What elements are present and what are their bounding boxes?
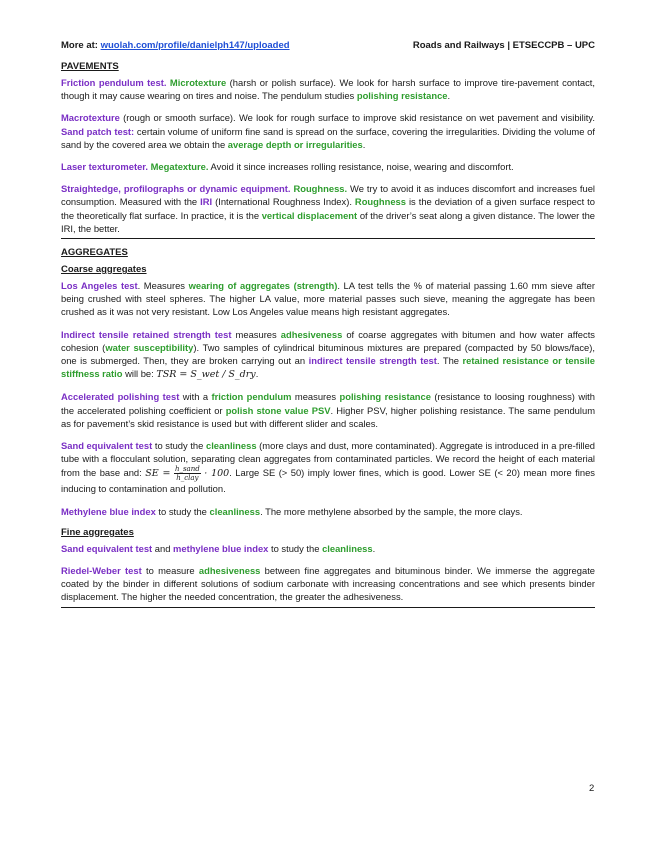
paragraph-laser: Laser texturometer. Megatexture. Avoid it since increases rolling resistance, noise, wearing and discomfort. (61, 161, 514, 173)
end-divider (61, 607, 595, 608)
header-left (61, 40, 290, 51)
paragraph-roughness: Straightedge, profilographs or dynamic equipment. Roughness. We try to avoid it as induces discomfort and increases fuel consumption. Measured with the IRI (International Roughness Index). Roughness is the deviation of a given surface respect to the theoretically flat surface. In practice, it is the vertical displacement of the driver’s seat along a given distance. The lower the IRI, the better. (61, 183, 596, 234)
paragraph-fine-tests: Sand equivalent test and methylene blue index to study the cleanliness. (61, 542, 376, 554)
paragraph-polishing: Accelerated polishing test with a friction pendulum measures polishing resistance (resistance to loosing roughness) with the accelerated polishing coefficient or polish stone value PSV. Higher PSV, higher polishing resistance. The same pendulum as for pavement’s skid resistance is used but with different slider and scales. (61, 391, 596, 429)
se-fraction: $\frac{\text{h\_sand}}{\text{h\_clay}}$ (174, 465, 200, 483)
se-formula-lhs: SE = (145, 468, 171, 480)
paragraph-friction: Friction pendulum test. Microtexture (harsh or polish surface). We look for harsh surface to improve tire-pavement contact, though it may cause wearing on tires and noise. The pendulum studies polishing resistance. (61, 77, 595, 102)
coarse-aggregates-heading: Coarse aggregates (61, 264, 147, 276)
section-divider (61, 238, 595, 239)
fine-aggregates-heading: Fine aggregates (61, 526, 134, 538)
aggregates-heading: AGGREGATES (61, 247, 128, 259)
paragraph-macrotexture: Macrotexture (rough or smooth surface). We look for rough surface to improve skid resistance on wet pavement and visibility. Sand patch test: certain volume of uniform fine sand is spread on the surface, covering the irregularities. Dividing the volume of sand by the covered area we obtain the average depth or irregularities. (61, 112, 595, 150)
document-page (61, 40, 595, 616)
header-prefix: More at: (61, 40, 98, 51)
pavements-heading: PAVEMENTS (61, 61, 119, 72)
paragraph-los-angeles: Los Angeles test. Measures wearing of aggregates (strength). LA test tells the % of material passing 1.60 mm sieve after being crushed with steel spheres. The higher LA value, more material passes such sieve, meaning the aggregate has been crushed as it was not very resistant. Low Los Angeles value means high resistant aggregates. (61, 280, 595, 318)
course-title: Roads and Railways | ETSECCPB – UPC (412, 40, 595, 51)
page-header (61, 40, 595, 51)
paragraph-indirect-tensile: Indirect tensile retained strength test measures adhesiveness of coarse aggregates with bitumen and how water affects cohesion (water susceptibility). Two samples of cylindrical bituminous mixtures are prepared (compacted by 50 blows/face), one is submerged. Then, they are broken carrying out an indirect tensile strength test. The retained resistance or tensile stiffness ratio will be: TSR = S_wet / S_dry. (61, 328, 595, 381)
profile-link[interactable]: wuolah.com/profile/danielph147/uploaded (100, 40, 290, 51)
paragraph-sand-equivalent: Sand equivalent test to study the cleanliness (more clays and dust, more contaminated). Aggregate is introduced in a pre-filled tube with a flocculant solution, separating clean aggregates from contaminated particles. We record the height of each material from the base and: SE = $\frac{\text{h\_sand}}{\text{h\_clay}}$ · 100. Large SE (> 50) imply lower fines, which is good. Lower SE (< 20) mean more fines inducing to contamination and pollution. (61, 440, 595, 495)
paragraph-riedel-weber: Riedel-Weber test to measure adhesiveness between fine aggregates and bituminous binder. We immerse the aggregate coated by the binder in different solutions of sodium carbonate with increasing concentrations and see which presents binder displacement. The higher the needed concentration, the greater the adhesiveness. (61, 565, 596, 603)
tsr-formula: TSR = S_wet / S_dry (156, 369, 256, 381)
page-number: 2 (589, 783, 595, 794)
paragraph-methylene: Methylene blue index to study the cleanliness. The more methylene absorbed by the sample, the more clays. (61, 505, 523, 517)
